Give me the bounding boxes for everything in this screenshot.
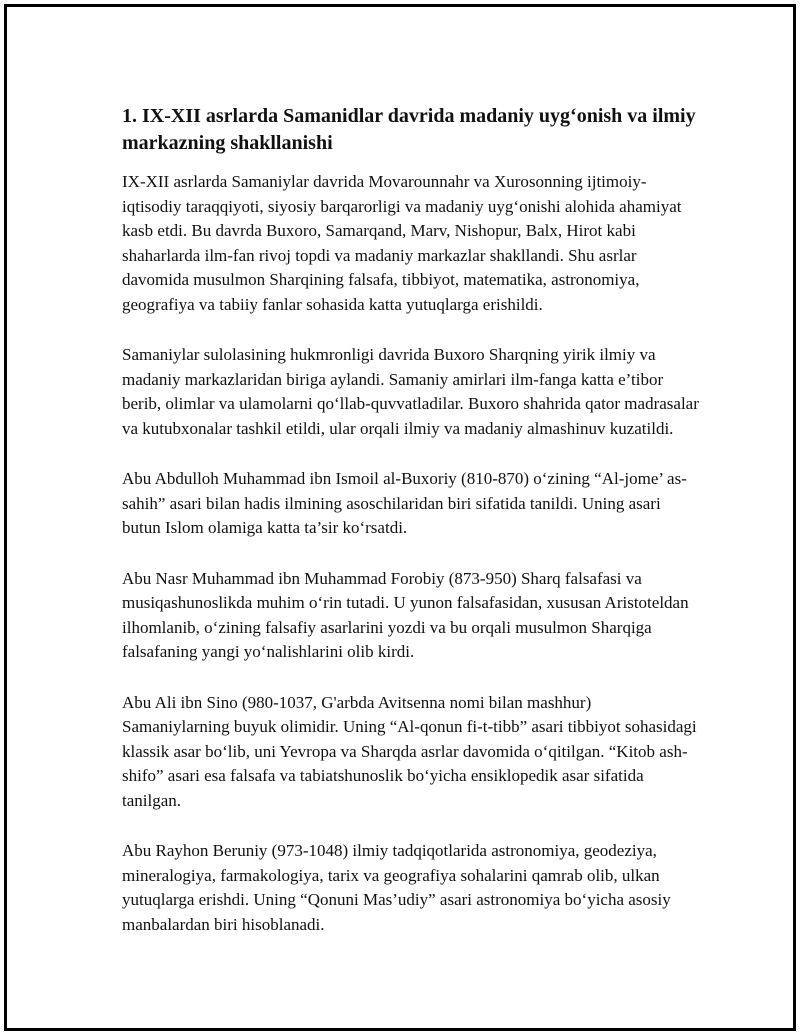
paragraph-beruniy: Abu Rayhon Beruniy (973-1048) ilmiy tadqiqotlarida astronomiya, geodeziya, mineralogiya, farmakologiya, tarix va geografiya sohalarini qamrab olib, ulkan yutuqlarga erishdi. Uning “Qonuni Mas’udiy” asari astronomiya bo‘yicha asosiy manbalardan biri hisoblanadi. bbox=[122, 841, 671, 934]
page-frame bbox=[4, 4, 796, 1031]
document-body bbox=[122, 103, 702, 937]
paragraph-forobiy: Abu Nasr Muhammad ibn Muhammad Forobiy (873-950) Sharq falsafasi va musiqashunoslikda muhim o‘rin tutadi. U yunon falsafasidan, xususan Aristoteldan ilhomlanib, o‘zining falsafiy asarlarini yozdi va bu orqali musulmon Sharqiga falsafaning yangi yo‘nalishlarini olib kirdi. bbox=[122, 568, 689, 661]
paragraph-ibn-sino: Abu Ali ibn Sino (980-1037, G'arbda Avitsenna nomi bilan mashhur) Samaniylarning buyuk olimidir. Uning “Al-qonun fi-t-tibb” asari tibbiyot sohasidagi klassik asar bo‘lib, uni Yevropa va Sharqda asrlar davomida o‘qitilgan. “Kitob ash-shifo” asari esa falsafa va tabiatshunoslik bo‘yicha ensiklopedik asar sifatida tanilgan. bbox=[122, 692, 697, 810]
paragraph-samaniylar-intro: IX-XII asrlarda Samaniylar davrida Movarounnahr va Xurosonning ijtimoiy-iqtisodiy taraqqiyoti, siyosiy barqarorligi va madaniy uyg‘onishi alohida ahamiyat kasb etdi. Bu davrda Buxoro, Samarqand, Marv, Nishopur, Balx, Hirot kabi shaharlarda ilm-fan rivoj topdi va madaniy markazlar shakllandi. Shu asrlar davomida musulmon Sharqining falsafa, tibbiyot, matematika, astronomiya, geografiya va tabiiy fanlar sohasida katta yutuqlarga erishildi. bbox=[122, 172, 682, 314]
paragraph-buxoro-center: Samaniylar sulolasining hukmronligi davrida Buxoro Sharqning yirik ilmiy va madaniy markazlaridan biriga aylandi. Samaniy amirlari ilm-fanga katta e’tibor berib, olimlar va ulamolarni qo‘llab-quvvatladilar. Buxoro shahrida qator madrasalar va kutubxonalar tashkil etildi, ular orqali ilmiy va madaniy almashinuv kuzatildi. bbox=[122, 345, 699, 438]
paragraph-al-buxoriy: Abu Abdulloh Muhammad ibn Ismoil al-Buxoriy (810-870) o‘zining “Al-jome’ as-sahih” asari bilan hadis ilmining asoschilaridan biri sifatida tanildi. Uning asari butun Islom olamiga katta ta’sir ko‘rsatdi. bbox=[122, 469, 687, 537]
section-title: 1. IX-XII asrlarda Samanidlar davrida madaniy uyg‘onish va ilmiy markazning shakllanishi bbox=[122, 105, 696, 154]
